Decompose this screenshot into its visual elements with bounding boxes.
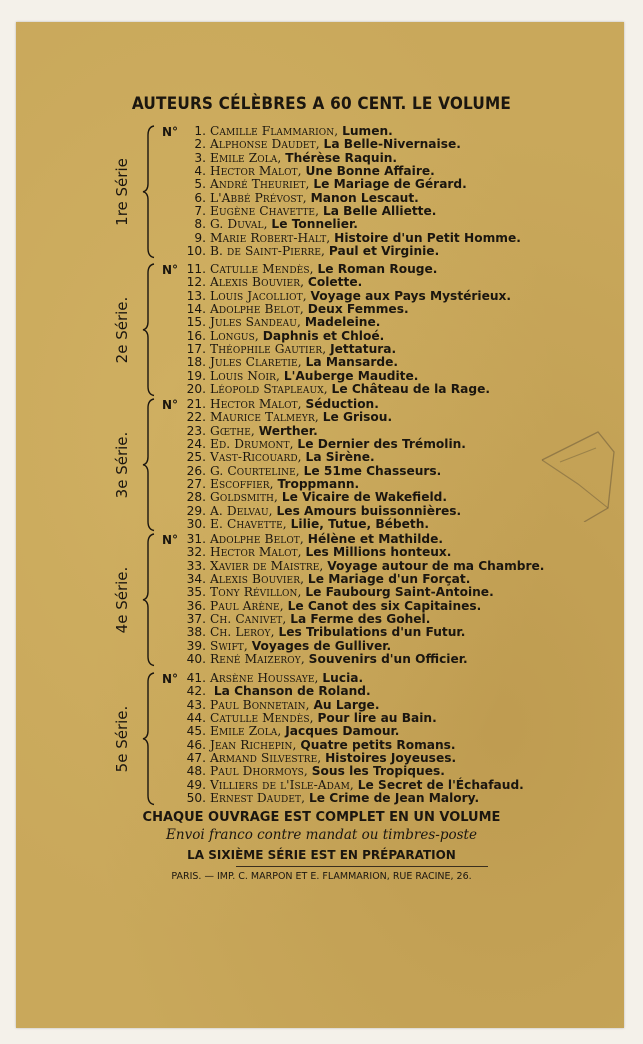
entry-title: Voyage aux Pays Mystérieux.	[310, 288, 512, 303]
entry-number: 40.	[186, 652, 206, 667]
entry-author: Catulle Mendès,	[210, 262, 314, 276]
entry-number: 44.	[186, 711, 206, 726]
entry-title: Le Mariage d'un Forçat.	[307, 572, 471, 587]
entry-author: A. Delvau,	[210, 503, 273, 518]
entry-author: Adolphe Belot,	[210, 302, 304, 317]
catalogue-entry	[178, 752, 456, 765]
entry-title: Daphnis et Chloé.	[262, 328, 385, 343]
catalogue-entry	[178, 672, 363, 685]
catalogue-entry	[178, 613, 430, 626]
entry-title: Manon Lescaut.	[310, 190, 419, 205]
entry-title: Les Millions honteux.	[305, 545, 452, 560]
entry-number: 35.	[186, 585, 206, 600]
entry-title: La Chanson de Roland.	[213, 684, 371, 699]
series-label: 3e Série.	[113, 431, 131, 499]
entry-number: 33.	[186, 558, 206, 573]
entry-author: André Theuriet,	[210, 177, 310, 192]
catalogue-entry	[178, 739, 456, 752]
entry-author: E. Chavette,	[210, 517, 287, 532]
catalogue-entry	[178, 343, 396, 356]
entry-author: Paul Dhormoys,	[210, 764, 308, 779]
entry-author: Louis Noir,	[210, 368, 280, 383]
catalogue-entry	[178, 383, 490, 396]
catalogue-entry	[178, 792, 479, 805]
entry-title: La Mansarde.	[305, 355, 398, 370]
entry-number: 2.	[194, 137, 206, 152]
series-brace	[142, 533, 156, 667]
catalogue-entry	[178, 626, 465, 639]
entry-title: Lumen.	[342, 124, 393, 138]
entry-number: 17.	[186, 342, 206, 357]
entry-title: Histoires Joyeuses.	[325, 751, 457, 766]
catalogue-entry	[178, 370, 418, 383]
catalogue-entry	[178, 192, 419, 205]
entry-author: Escoffier,	[210, 477, 274, 492]
entry-author: Arsène Houssaye,	[210, 671, 319, 685]
entry-author: Théophile Gautier,	[210, 342, 327, 357]
entry-number: 45.	[186, 724, 206, 739]
entry-number: 28.	[186, 490, 206, 505]
entry-title: Le Roman Rouge.	[317, 262, 438, 276]
catalogue-entry	[178, 546, 451, 559]
series-brace	[142, 672, 156, 806]
entry-author: Paul Arène,	[210, 598, 284, 613]
catalogue-entry	[178, 152, 397, 165]
entry-number: 18.	[186, 355, 206, 370]
entry-title: Troppmann.	[277, 477, 360, 492]
catalogue-entry	[178, 451, 375, 464]
footer-divider	[236, 866, 488, 867]
entry-title: Quatre petits Romans.	[300, 737, 456, 752]
entry-number: 19.	[186, 368, 206, 383]
entry-number: 48.	[186, 764, 206, 779]
series-label: 1re Série	[113, 157, 131, 226]
series-brace	[142, 398, 156, 532]
entry-title: Le 51me Chasseurs.	[303, 463, 442, 478]
printer-imprint: PARIS. — IMP. C. MARPON ET E. FLAMMARION, RUE RACINE, 26.	[171, 871, 472, 882]
numero-label: N°	[162, 672, 179, 686]
entry-number: 37.	[186, 612, 206, 627]
entry-author: Ernest Daudet,	[210, 791, 306, 806]
entry-number: 25.	[186, 450, 206, 465]
catalogue-entry	[178, 779, 524, 792]
catalogue-entry	[178, 330, 384, 343]
entry-author: Louis Jacolliot,	[210, 288, 307, 303]
entry-number: 26.	[186, 463, 206, 478]
entry-title: Les Tribulations d'un Futur.	[278, 625, 466, 640]
entry-author: Hector Malot,	[210, 545, 302, 560]
entry-number: 38.	[186, 625, 206, 640]
entry-number: 20.	[186, 382, 206, 397]
entry-author: Ch. Canivet,	[210, 612, 287, 627]
entry-number: 3.	[194, 150, 206, 165]
entry-title: Paul et Virginie.	[328, 244, 440, 259]
entry-title: Jacques Damour.	[285, 724, 400, 739]
entry-author: Emile Zola,	[210, 150, 282, 165]
entry-title: Le Faubourg Saint-Antoine.	[305, 585, 494, 600]
entry-author: Emile Zola,	[210, 724, 282, 739]
catalogue-entry	[178, 699, 379, 712]
entry-number: 12.	[186, 275, 206, 290]
entry-author: Armand Silvestre,	[210, 751, 322, 766]
entry-number: 13.	[186, 288, 206, 303]
entry-title: Thérèse Raquin.	[285, 150, 398, 165]
entry-number: 36.	[186, 598, 206, 613]
entry-number: 49.	[186, 777, 206, 792]
numero-label: N°	[162, 398, 179, 412]
pencil-mark	[538, 412, 618, 522]
entry-title: Hélène et Mathilde.	[307, 532, 444, 546]
catalogue-entry	[178, 560, 544, 573]
entry-title: Le Château de la Rage.	[331, 382, 491, 397]
catalogue-entry	[178, 712, 437, 725]
catalogue-entry	[178, 438, 466, 451]
entry-title: Le Crime de Jean Malory.	[308, 791, 480, 806]
series-brace	[142, 125, 156, 259]
entry-number: 27.	[186, 477, 206, 492]
entry-number: 11.	[186, 262, 206, 276]
entry-author: G. Courteline,	[210, 463, 300, 478]
catalogue-entry	[178, 573, 470, 586]
series-label: 5e Série.	[113, 705, 131, 773]
entry-number: 7.	[194, 204, 206, 219]
entry-title: Le Secret de l'Échafaud.	[357, 777, 524, 792]
entry-number: 9.	[194, 230, 206, 245]
catalogue-entry	[178, 316, 380, 329]
entry-title: Voyage autour de ma Chambre.	[327, 558, 545, 573]
entry-author: Xavier de Maistre,	[210, 558, 324, 573]
catalogue-entry	[178, 356, 398, 369]
entry-author: L'Abbé Prévost,	[210, 190, 307, 205]
numero-label: N°	[162, 125, 179, 139]
entry-title: Au Large.	[313, 697, 380, 712]
entry-title: La Belle-Nivernaise.	[323, 137, 461, 152]
entry-title: Les Amours buissonnières.	[276, 503, 462, 518]
catalogue-entry	[178, 685, 371, 698]
entry-author: Maurice Talmeyr,	[210, 410, 319, 425]
entry-author: Ch. Leroy,	[210, 625, 275, 640]
entry-author: Gœthe,	[210, 423, 255, 438]
catalogue-entry	[178, 425, 318, 438]
entry-title: Jettatura.	[330, 342, 397, 357]
catalogue-entry	[178, 478, 359, 491]
entry-title: Madeleine.	[304, 315, 381, 330]
entry-number: 21.	[186, 397, 206, 411]
entry-author: Swift,	[210, 638, 248, 653]
entry-number: 1.	[194, 124, 206, 138]
catalogue-entry	[178, 653, 468, 666]
entry-author: Alphonse Daudet,	[210, 137, 320, 152]
entry-number: 22.	[186, 410, 206, 425]
entry-title: Lilie, Tutue, Bébeth.	[290, 517, 430, 532]
entry-author: Marie Robert-Halt,	[210, 230, 331, 245]
entry-number: 41.	[186, 671, 206, 685]
entry-number: 16.	[186, 328, 206, 343]
catalogue-entry	[178, 491, 447, 504]
entry-title: Le Mariage de Gérard.	[313, 177, 467, 192]
entry-author: Hector Malot,	[210, 164, 302, 179]
entry-number: 47.	[186, 751, 206, 766]
entry-number: 43.	[186, 697, 206, 712]
entry-title: La Sirène.	[305, 450, 375, 465]
catalogue-entry	[178, 205, 436, 218]
catalogue-entry	[178, 232, 521, 245]
entry-title: Souvenirs d'un Officier.	[308, 652, 468, 667]
entry-author: Paul Bonnetain,	[210, 697, 310, 712]
entry-number: 10.	[186, 244, 206, 259]
series-label: 4e Série.	[113, 566, 131, 634]
entry-number: 30.	[186, 517, 206, 532]
entry-author: Longus,	[210, 328, 259, 343]
entry-author: B. de Saint-Pierre,	[210, 244, 325, 259]
entry-number: 32.	[186, 545, 206, 560]
entry-title: La Belle Alliette.	[322, 204, 437, 219]
catalogue-entry	[178, 165, 435, 178]
entry-title: Le Grisou.	[322, 410, 393, 425]
entry-author: G. Duval,	[210, 217, 268, 232]
entry-title: L'Auberge Maudite.	[283, 368, 419, 383]
entry-number: 14.	[186, 302, 206, 317]
catalogue-entry	[178, 125, 393, 138]
entry-author: Camille Flammarion,	[210, 124, 339, 138]
entry-author: Jules Claretie,	[210, 355, 302, 370]
entry-author: Goldsmith,	[210, 490, 278, 505]
entry-number: 23.	[186, 423, 206, 438]
entry-title: Pour lire au Bain.	[317, 711, 437, 726]
catalogue-entry	[178, 138, 461, 151]
entry-title: Une Bonne Affaire.	[305, 164, 435, 179]
catalogue-entry	[178, 505, 461, 518]
catalogue-entry	[178, 411, 392, 424]
catalogue-entry	[178, 303, 409, 316]
catalogue-entry	[178, 218, 358, 231]
entry-title: Werther.	[258, 423, 318, 438]
entry-title: Le Vicaire de Wakefield.	[281, 490, 447, 505]
entry-author: Adolphe Belot,	[210, 532, 304, 546]
entry-title: Deux Femmes.	[307, 302, 409, 317]
entry-author: René Maizeroy,	[210, 652, 305, 667]
entry-number: 4.	[194, 164, 206, 179]
entry-number: 42.	[186, 684, 206, 699]
entry-number: 15.	[186, 315, 206, 330]
entry-title: La Ferme des Gohel.	[290, 612, 431, 627]
entry-number: 24.	[186, 437, 206, 452]
catalogue-title: AUTEURS CÉLÈBRES A 60 CENT. LE VOLUME	[131, 94, 512, 114]
catalogue-entry	[178, 398, 379, 411]
entry-author: Eugène Chavette,	[210, 204, 320, 219]
catalogue-entry	[178, 600, 481, 613]
series-label: 2e Série.	[113, 296, 131, 364]
entry-number: 6.	[194, 190, 206, 205]
entry-title: Histoire d'un Petit Homme.	[334, 230, 521, 245]
entry-number: 5.	[194, 177, 206, 192]
entry-number: 29.	[186, 503, 206, 518]
numero-label: N°	[162, 263, 179, 277]
entry-author: Hector Malot,	[210, 397, 302, 411]
catalogue-entry	[178, 533, 443, 546]
catalogue-entry	[178, 178, 467, 191]
footer-complete-volume: CHAQUE OUVRAGE EST COMPLET EN UN VOLUME	[142, 810, 501, 825]
entry-number: 39.	[186, 638, 206, 653]
catalogue-entry	[178, 245, 439, 258]
catalogue-entry	[178, 518, 429, 531]
entry-title: Voyages de Gulliver.	[251, 638, 392, 653]
entry-title: Sous les Tropiques.	[311, 764, 445, 779]
catalogue-entry	[178, 465, 441, 478]
series-brace	[142, 263, 156, 397]
catalogue-entry	[178, 725, 399, 738]
entry-title: Colette.	[307, 275, 363, 290]
entry-author: Vast-Ricouard,	[210, 450, 302, 465]
entry-number: 46.	[186, 737, 206, 752]
entry-author: Ed. Drumont,	[210, 437, 294, 452]
entry-number: 34.	[186, 572, 206, 587]
catalogue-entry	[178, 640, 391, 653]
numero-label: N°	[162, 533, 179, 547]
entry-number: 31.	[186, 532, 206, 546]
entry-author: Villiers de l'Isle-Adam,	[210, 777, 354, 792]
catalogue-entry	[178, 290, 511, 303]
entry-author: Catulle Mendès,	[210, 711, 314, 726]
entry-title: Le Tonnelier.	[271, 217, 358, 232]
entry-number: 8.	[194, 217, 206, 232]
entry-author: Alexis Bouvier,	[210, 275, 305, 290]
entry-author: Léopold Stapleaux,	[210, 382, 328, 397]
footer-sixth-series: LA SIXIÈME SÉRIE EST EN PRÉPARATION	[187, 848, 456, 862]
entry-title: Le Canot des six Capitaines.	[287, 598, 482, 613]
entry-author: Tony Révillon,	[210, 585, 302, 600]
entry-number: 50.	[186, 791, 206, 806]
catalogue-entry	[178, 263, 437, 276]
footer-shipping-note: Envoi franco contre mandat ou timbres-poste	[166, 827, 477, 843]
entry-title: Séduction.	[305, 397, 379, 411]
entry-author: Jean Richepin,	[210, 737, 297, 752]
entry-title: Lucia.	[322, 671, 364, 685]
entry-author: Alexis Bouvier,	[210, 572, 305, 587]
catalogue-entry	[178, 586, 494, 599]
entry-title: Le Dernier des Trémolin.	[297, 437, 466, 452]
entry-author: Jules Sandeau,	[210, 315, 301, 330]
catalogue-entry	[178, 276, 362, 289]
catalogue-entry	[178, 765, 445, 778]
